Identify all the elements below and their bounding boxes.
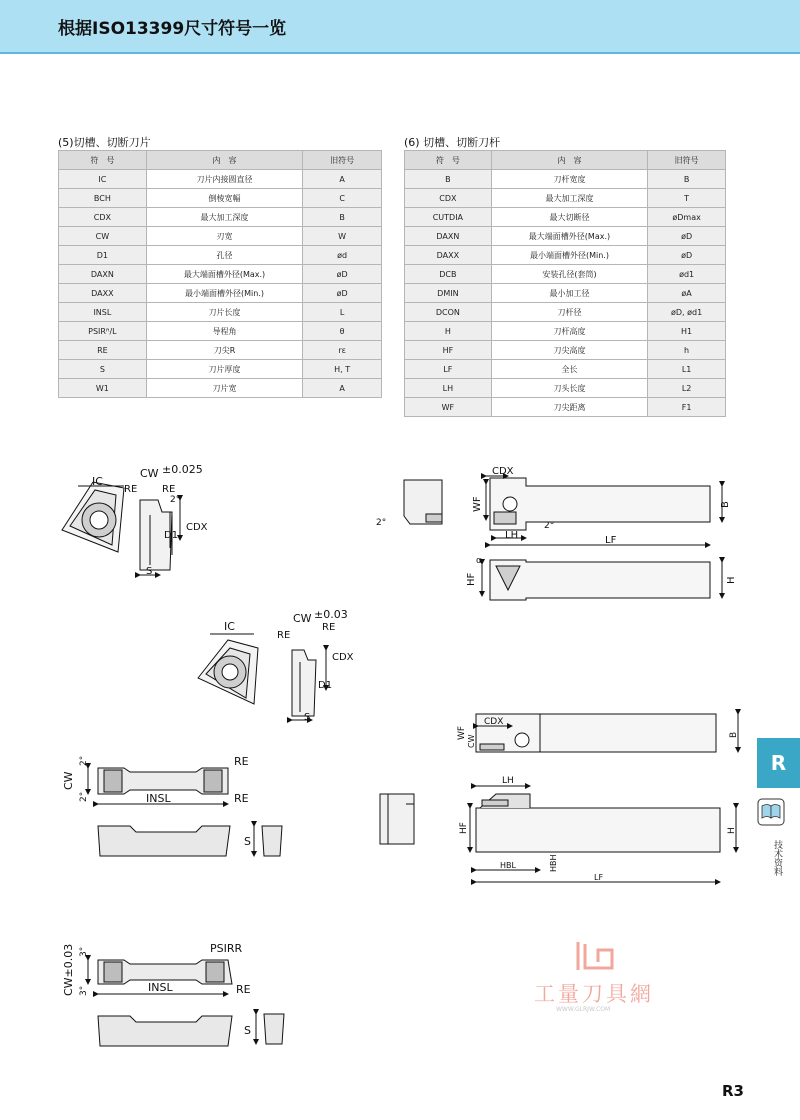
h2-h-label: H: [727, 827, 737, 834]
d2-cw-label: CW: [293, 612, 312, 625]
h2-hf-label: HF: [459, 822, 469, 834]
watermark-url: WWW.GLRJW.COM: [556, 1006, 611, 1013]
content-cell: 最大端面槽外径(Max.): [146, 265, 302, 284]
h2-lf-label: LF: [594, 873, 604, 882]
old-symbol-cell: C: [303, 189, 382, 208]
table-right-caption: (6) 切槽、切断刀杆: [404, 136, 501, 149]
d3-angle-label-1: 2°: [79, 755, 89, 766]
old-symbol-cell: rε: [303, 341, 382, 360]
old-symbol-cell: øD: [648, 246, 726, 265]
page-number: R3: [722, 1082, 744, 1100]
d2-re-label-2: RE: [322, 622, 336, 633]
old-symbol-cell: ød: [303, 246, 382, 265]
old-symbol-cell: ød1: [648, 265, 726, 284]
old-symbol-cell: øD, ød1: [648, 303, 726, 322]
old-symbol-cell: H1: [648, 322, 726, 341]
old-symbol-cell: A: [303, 379, 382, 398]
d3-re-label-2: RE: [234, 792, 249, 805]
old-symbol-cell: A: [303, 170, 382, 189]
symbol-cell: WF: [405, 398, 492, 417]
d3-s-label: S: [244, 835, 251, 848]
old-symbol-cell: øD: [303, 265, 382, 284]
col-header-symbol: 符 号: [405, 151, 492, 170]
symbol-cell: D1: [59, 246, 147, 265]
d4-s-label: S: [244, 1024, 251, 1037]
content-cell: 刀尖高度: [491, 341, 647, 360]
symbol-cell: DCON: [405, 303, 492, 322]
content-cell: 导程角: [146, 322, 302, 341]
content-cell: 最小端面槽外径(Min.): [146, 284, 302, 303]
h2-lh-label: LH: [502, 776, 514, 786]
col-header-content: 内 容: [491, 151, 647, 170]
content-cell: 刀尖R: [146, 341, 302, 360]
h2-cw-label: CW: [467, 734, 476, 748]
insert-diagram-2: [198, 634, 326, 720]
content-cell: 刀杆高度: [491, 322, 647, 341]
d1-angle-label: 2°: [170, 495, 181, 505]
symbol-cell: B: [405, 170, 492, 189]
old-symbol-cell: H, T: [303, 360, 382, 379]
old-symbol-cell: øD: [303, 284, 382, 303]
holder-diagram-1: [404, 476, 722, 600]
d3-angle-label-2: 2°: [79, 791, 89, 802]
d2-cdx-label: CDX: [332, 652, 354, 663]
symbol-cell: DCB: [405, 265, 492, 284]
content-cell: 刀片厚度: [146, 360, 302, 379]
d2-re-label-1: RE: [277, 630, 291, 641]
old-symbol-cell: θ: [303, 322, 382, 341]
symbol-cell: H: [405, 322, 492, 341]
symbol-cell: LH: [405, 379, 492, 398]
col-header-content: 内 容: [146, 151, 302, 170]
table-left-caption: (5)切槽、切断刀片: [58, 136, 151, 149]
d3-re-label-1: RE: [234, 755, 249, 768]
d1-ic-label: IC: [92, 475, 103, 488]
old-symbol-cell: W: [303, 227, 382, 246]
section-tab-r: R: [757, 738, 800, 788]
symbol-cell: DAXN: [405, 227, 492, 246]
content-cell: 全长: [491, 360, 647, 379]
d2-ic-label: IC: [224, 620, 235, 633]
d1-cw-label: CW: [140, 467, 159, 480]
insert-diagram-3: [88, 768, 282, 856]
d2-tolerance-label: ±0.03: [314, 608, 348, 621]
content-cell: 最大加工深度: [146, 208, 302, 227]
old-symbol-cell: øA: [648, 284, 726, 303]
holder-diagram-2: [380, 714, 738, 882]
old-symbol-cell: L1: [648, 360, 726, 379]
h1-lh-label: LH: [505, 530, 519, 541]
content-cell: 刀片宽: [146, 379, 302, 398]
h1-angle2-label: 2°: [544, 521, 555, 531]
symbol-cell: S: [59, 360, 147, 379]
symbol-cell: DAXN: [59, 265, 147, 284]
h2-cdx-label: CDX: [484, 717, 504, 727]
content-cell: 刀尖距离: [491, 398, 647, 417]
content-cell: 刀杆宽度: [491, 170, 647, 189]
h2-hbh-label: HBH: [549, 854, 558, 872]
h1-b-label: B: [720, 501, 731, 508]
old-symbol-cell: øD: [648, 227, 726, 246]
d1-s-label: S: [146, 566, 153, 577]
d1-re-label-2: RE: [162, 484, 176, 495]
d1-d1-label: D1: [164, 530, 179, 541]
symbol-cell: W1: [59, 379, 147, 398]
content-cell: 最大加工深度: [491, 189, 647, 208]
page-title: 根据ISO13399尺寸符号一览: [58, 19, 287, 39]
d1-re-label-1: RE: [124, 484, 138, 495]
insert-diagram-4: [88, 960, 284, 1046]
old-symbol-cell: T: [648, 189, 726, 208]
symbol-cell: DAXX: [59, 284, 147, 303]
d3-cw-label: CW: [62, 771, 75, 790]
symbol-cell: PSIRᴿ/L: [59, 322, 147, 341]
symbol-cell: CW: [59, 227, 147, 246]
old-symbol-cell: L2: [648, 379, 726, 398]
h1-lf-label: LF: [605, 535, 617, 546]
d3-insl-label: INSL: [146, 792, 171, 805]
d1-tolerance-label: ±0.025: [162, 463, 203, 476]
col-header-symbol: 符 号: [59, 151, 147, 170]
h1-hf-label: HF: [466, 572, 477, 586]
insert-diagram-1: [62, 482, 180, 575]
h1-cdx-label: CDX: [492, 466, 514, 477]
content-cell: 安装孔径(套筒): [491, 265, 647, 284]
section-label: 技术资料: [772, 840, 782, 876]
content-cell: 孔径: [146, 246, 302, 265]
h1-h-label: H: [726, 576, 737, 584]
h1-wf-label: WF: [472, 496, 483, 512]
h1-alpha-label: α: [476, 556, 482, 566]
content-cell: 刀头长度: [491, 379, 647, 398]
symbol-cell: RE: [59, 341, 147, 360]
d2-d1-label: D1: [318, 680, 333, 691]
content-cell: 刀片内接圆直径: [146, 170, 302, 189]
old-symbol-cell: B: [648, 170, 726, 189]
symbol-cell: HF: [405, 341, 492, 360]
d4-angle-label-2: 3°: [79, 985, 89, 996]
symbol-cell: IC: [59, 170, 147, 189]
old-symbol-cell: L: [303, 303, 382, 322]
symbol-cell: BCH: [59, 189, 147, 208]
d4-cw-label: CW±0.03: [62, 943, 75, 996]
content-cell: 刀杆径: [491, 303, 647, 322]
book-icon: [757, 798, 785, 826]
d2-s-label: S: [304, 712, 311, 723]
old-symbol-cell: øDmax: [648, 208, 726, 227]
d4-psirr-label: PSIRR: [210, 942, 243, 955]
symbol-cell: CDX: [59, 208, 147, 227]
old-symbol-cell: F1: [648, 398, 726, 417]
h2-hbl-label: HBL: [500, 861, 516, 870]
d4-insl-label: INSL: [148, 981, 173, 994]
content-cell: 最小加工径: [491, 284, 647, 303]
symbol-cell: CUTDIA: [405, 208, 492, 227]
h2-wf-label: WF: [457, 725, 467, 740]
h1-angle-label: 2°: [376, 518, 387, 528]
watermark-text: 工量刀具網: [534, 982, 654, 1006]
content-cell: 倒棱宽幅: [146, 189, 302, 208]
old-symbol-cell: h: [648, 341, 726, 360]
content-cell: 刃宽: [146, 227, 302, 246]
content-cell: 刀片长度: [146, 303, 302, 322]
col-header-old-symbol: 旧符号: [303, 151, 382, 170]
symbol-cell: DMIN: [405, 284, 492, 303]
symbol-cell: DAXX: [405, 246, 492, 265]
symbol-cell: INSL: [59, 303, 147, 322]
content-cell: 最大切断径: [491, 208, 647, 227]
d1-cdx-label: CDX: [186, 522, 208, 533]
content-cell: 最大端面槽外径(Max.): [491, 227, 647, 246]
h2-b-label: B: [729, 731, 739, 738]
symbol-cell: LF: [405, 360, 492, 379]
old-symbol-cell: B: [303, 208, 382, 227]
col-header-old-symbol: 旧符号: [648, 151, 726, 170]
content-cell: 最小端面槽外径(Min.): [491, 246, 647, 265]
symbol-cell: CDX: [405, 189, 492, 208]
d4-re-label: RE: [236, 983, 251, 996]
d4-angle-label-1: 3°: [79, 946, 89, 957]
